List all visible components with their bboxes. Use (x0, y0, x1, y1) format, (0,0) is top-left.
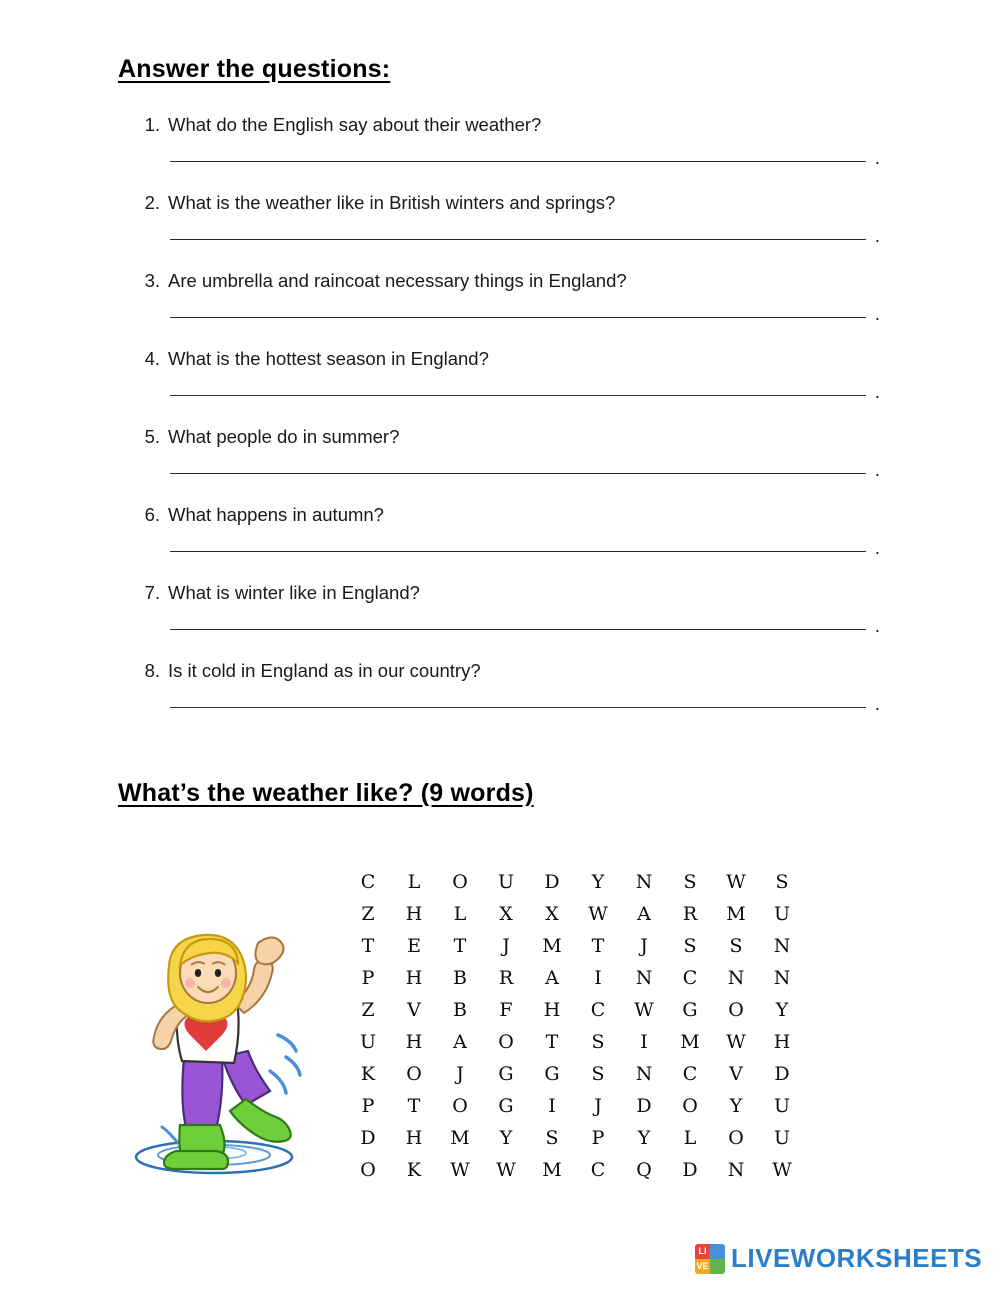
ws-cell[interactable]: T (591, 935, 605, 957)
list-item (140, 190, 900, 247)
answer-rule (170, 161, 866, 162)
question-number: 1. (144, 114, 160, 135)
ws-cell[interactable]: I (640, 1031, 648, 1053)
answer-rule (170, 395, 866, 396)
ws-cell[interactable]: L (453, 903, 467, 925)
ws-cell[interactable]: N (773, 935, 791, 957)
ws-cell[interactable]: M (542, 1159, 562, 1181)
ws-cell[interactable]: H (405, 903, 423, 925)
ws-cell[interactable]: S (683, 871, 697, 893)
question-text: What do the English say about their weather? (168, 114, 542, 135)
ws-cell[interactable]: P (591, 1127, 605, 1149)
ws-cell[interactable]: D (682, 1159, 698, 1181)
logo-tile-ve: VE (695, 1259, 710, 1274)
ws-cell[interactable]: T (453, 935, 467, 957)
answer-period: . (874, 304, 880, 325)
list-item (140, 346, 900, 403)
answer-input-3[interactable] (170, 304, 880, 325)
ws-cell[interactable]: T (361, 935, 375, 957)
ws-cell[interactable]: N (727, 1159, 745, 1181)
ws-cell[interactable]: G (498, 1063, 514, 1085)
question-number: 3. (144, 270, 160, 291)
liveworksheets-logo-text: LIVEWORKSHEETS (731, 1243, 983, 1273)
question-text: What is winter like in England? (168, 582, 420, 603)
question-text: What happens in autumn? (168, 504, 384, 525)
ws-cell[interactable]: A (453, 1031, 467, 1053)
ws-cell[interactable]: X (545, 903, 559, 925)
ws-cell[interactable]: V (407, 999, 421, 1021)
ws-cell[interactable]: H (405, 967, 423, 989)
ws-cell[interactable]: D (360, 1127, 376, 1149)
ws-cell[interactable]: J (456, 1063, 464, 1085)
ws-cell[interactable]: O (406, 1063, 422, 1085)
ws-cell[interactable]: C (682, 1063, 698, 1085)
ws-cell[interactable]: C (360, 871, 376, 893)
logo-tile-green (710, 1259, 725, 1274)
ws-cell[interactable]: D (636, 1095, 652, 1117)
ws-cell[interactable]: Y (729, 1095, 743, 1117)
logo-tile-li: LI (695, 1244, 710, 1259)
ws-cell[interactable]: N (635, 1063, 653, 1085)
ws-cell[interactable]: U (359, 1031, 376, 1053)
liveworksheets-logo[interactable] (695, 1243, 982, 1274)
ws-cell[interactable]: S (591, 1031, 605, 1053)
ws-cell[interactable]: U (773, 1095, 790, 1117)
question-text: Are umbrella and raincoat necessary things in England? (168, 270, 627, 291)
list-item (140, 268, 900, 325)
ws-cell[interactable]: A (545, 967, 559, 989)
ws-cell[interactable]: L (407, 871, 421, 893)
ws-cell[interactable]: F (499, 999, 513, 1021)
ws-cell[interactable]: J (502, 935, 510, 957)
ws-cell[interactable]: W (726, 1031, 746, 1053)
ws-cell[interactable]: L (683, 1127, 697, 1149)
ws-cell[interactable]: Y (775, 999, 789, 1021)
ws-cell[interactable]: E (407, 935, 421, 957)
liveworksheets-logo-icon (695, 1244, 725, 1274)
answer-rule (170, 473, 866, 474)
ws-cell[interactable]: Y (637, 1127, 651, 1149)
ws-cell[interactable]: O (728, 999, 744, 1021)
question-number: 8. (144, 660, 160, 681)
answer-input-5[interactable] (170, 460, 880, 481)
ws-cell[interactable]: M (680, 1031, 700, 1053)
page-title-word-search: What’s the weather like? (9 words) (118, 779, 534, 807)
ws-cell[interactable]: X (499, 903, 513, 925)
ws-cell[interactable]: I (548, 1095, 556, 1117)
answer-input-8[interactable] (170, 694, 880, 715)
ws-cell[interactable]: G (544, 1063, 560, 1085)
girl-splashing-in-puddle-illustration (118, 875, 318, 1175)
ws-cell[interactable]: C (590, 1159, 606, 1181)
ws-cell[interactable]: G (682, 999, 698, 1021)
ws-cell[interactable]: O (728, 1127, 744, 1149)
answer-period: . (874, 616, 880, 637)
questions-list (140, 112, 900, 736)
question-text: Is it cold in England as in our country? (168, 660, 481, 681)
ws-cell[interactable]: D (774, 1063, 790, 1085)
ws-cell[interactable]: S (729, 935, 743, 957)
ws-cell[interactable]: M (450, 1127, 470, 1149)
answer-rule (170, 551, 866, 552)
list-item (140, 502, 900, 559)
ws-cell[interactable]: H (405, 1031, 423, 1053)
word-search-grid[interactable] (345, 866, 805, 1186)
ws-cell[interactable]: S (683, 935, 697, 957)
list-item (140, 580, 900, 637)
ws-cell[interactable]: N (727, 967, 745, 989)
ws-cell[interactable]: Y (499, 1127, 513, 1149)
ws-cell[interactable]: H (773, 1031, 791, 1053)
answer-input-7[interactable] (170, 616, 880, 637)
ws-cell[interactable]: O (452, 1095, 468, 1117)
question-text: What is the hottest season in England? (168, 348, 489, 369)
question-text: What people do in summer? (168, 426, 400, 447)
ws-cell[interactable]: I (594, 967, 602, 989)
ws-cell[interactable]: O (498, 1031, 514, 1053)
ws-cell[interactable]: N (635, 967, 653, 989)
ws-cell[interactable]: W (496, 1159, 516, 1181)
answer-input-1[interactable] (170, 148, 880, 169)
ws-cell[interactable]: Z (361, 903, 375, 925)
ws-cell[interactable]: K (360, 1063, 376, 1085)
ws-cell[interactable]: Q (636, 1159, 652, 1181)
ws-cell[interactable]: N (635, 871, 653, 893)
list-item (140, 658, 900, 715)
ws-cell[interactable]: W (772, 1159, 792, 1181)
ws-cell[interactable]: T (545, 1031, 559, 1053)
ws-cell[interactable]: J (594, 1095, 602, 1117)
ws-cell[interactable]: W (634, 999, 654, 1021)
ws-cell[interactable]: M (726, 903, 746, 925)
ws-cell[interactable]: R (498, 967, 514, 989)
ws-cell[interactable]: G (498, 1095, 514, 1117)
ws-cell[interactable]: M (542, 935, 562, 957)
answer-input-2[interactable] (170, 226, 880, 247)
ws-cell[interactable]: T (407, 1095, 421, 1117)
logo-tile-blue (710, 1244, 725, 1259)
ws-cell[interactable]: K (406, 1159, 422, 1181)
ws-cell[interactable]: J (640, 935, 648, 957)
ws-cell[interactable]: S (545, 1127, 559, 1149)
ws-cell[interactable]: O (360, 1159, 376, 1181)
ws-cell[interactable]: U (497, 871, 514, 893)
ws-cell[interactable]: U (773, 1127, 790, 1149)
answer-rule (170, 707, 866, 708)
list-item (140, 112, 900, 169)
question-number: 2. (144, 192, 160, 213)
page-title-answer-the-questions: Answer the questions: (118, 55, 391, 83)
ws-cell[interactable]: N (773, 967, 791, 989)
ws-cell[interactable]: C (682, 967, 698, 989)
question-number: 6. (144, 504, 160, 525)
ws-cell[interactable]: W (726, 871, 746, 893)
answer-period: . (874, 148, 880, 169)
question-number: 5. (144, 426, 160, 447)
ws-cell[interactable]: B (453, 967, 467, 989)
ws-cell[interactable]: C (590, 999, 606, 1021)
ws-cell[interactable]: V (729, 1063, 743, 1085)
question-number: 4. (144, 348, 160, 369)
ws-cell[interactable]: P (361, 1095, 375, 1117)
answer-rule (170, 239, 866, 240)
ws-cell[interactable]: R (682, 903, 698, 925)
ws-cell[interactable]: D (544, 871, 560, 893)
ws-cell[interactable]: Y (591, 871, 605, 893)
answer-period: . (874, 382, 880, 403)
ws-cell[interactable]: S (591, 1063, 605, 1085)
ws-cell[interactable]: H (405, 1127, 423, 1149)
answer-period: . (874, 694, 880, 715)
answer-period: . (874, 538, 880, 559)
answer-input-4[interactable] (170, 382, 880, 403)
ws-cell[interactable]: P (361, 967, 375, 989)
ws-cell[interactable]: U (773, 903, 790, 925)
answer-rule (170, 317, 866, 318)
ws-cell[interactable]: B (453, 999, 467, 1021)
ws-cell[interactable]: W (588, 903, 608, 925)
ws-cell[interactable]: W (450, 1159, 470, 1181)
answer-rule (170, 629, 866, 630)
question-number: 7. (144, 582, 160, 603)
ws-cell[interactable]: O (682, 1095, 698, 1117)
ws-cell[interactable]: Z (361, 999, 375, 1021)
list-item (140, 424, 900, 481)
ws-cell[interactable]: S (775, 871, 789, 893)
answer-period: . (874, 226, 880, 247)
question-text: What is the weather like in British winters and springs? (168, 192, 616, 213)
ws-cell[interactable]: H (543, 999, 561, 1021)
ws-cell[interactable]: A (637, 903, 651, 925)
answer-period: . (874, 460, 880, 481)
ws-cell[interactable]: O (452, 871, 468, 893)
answer-input-6[interactable] (170, 538, 880, 559)
